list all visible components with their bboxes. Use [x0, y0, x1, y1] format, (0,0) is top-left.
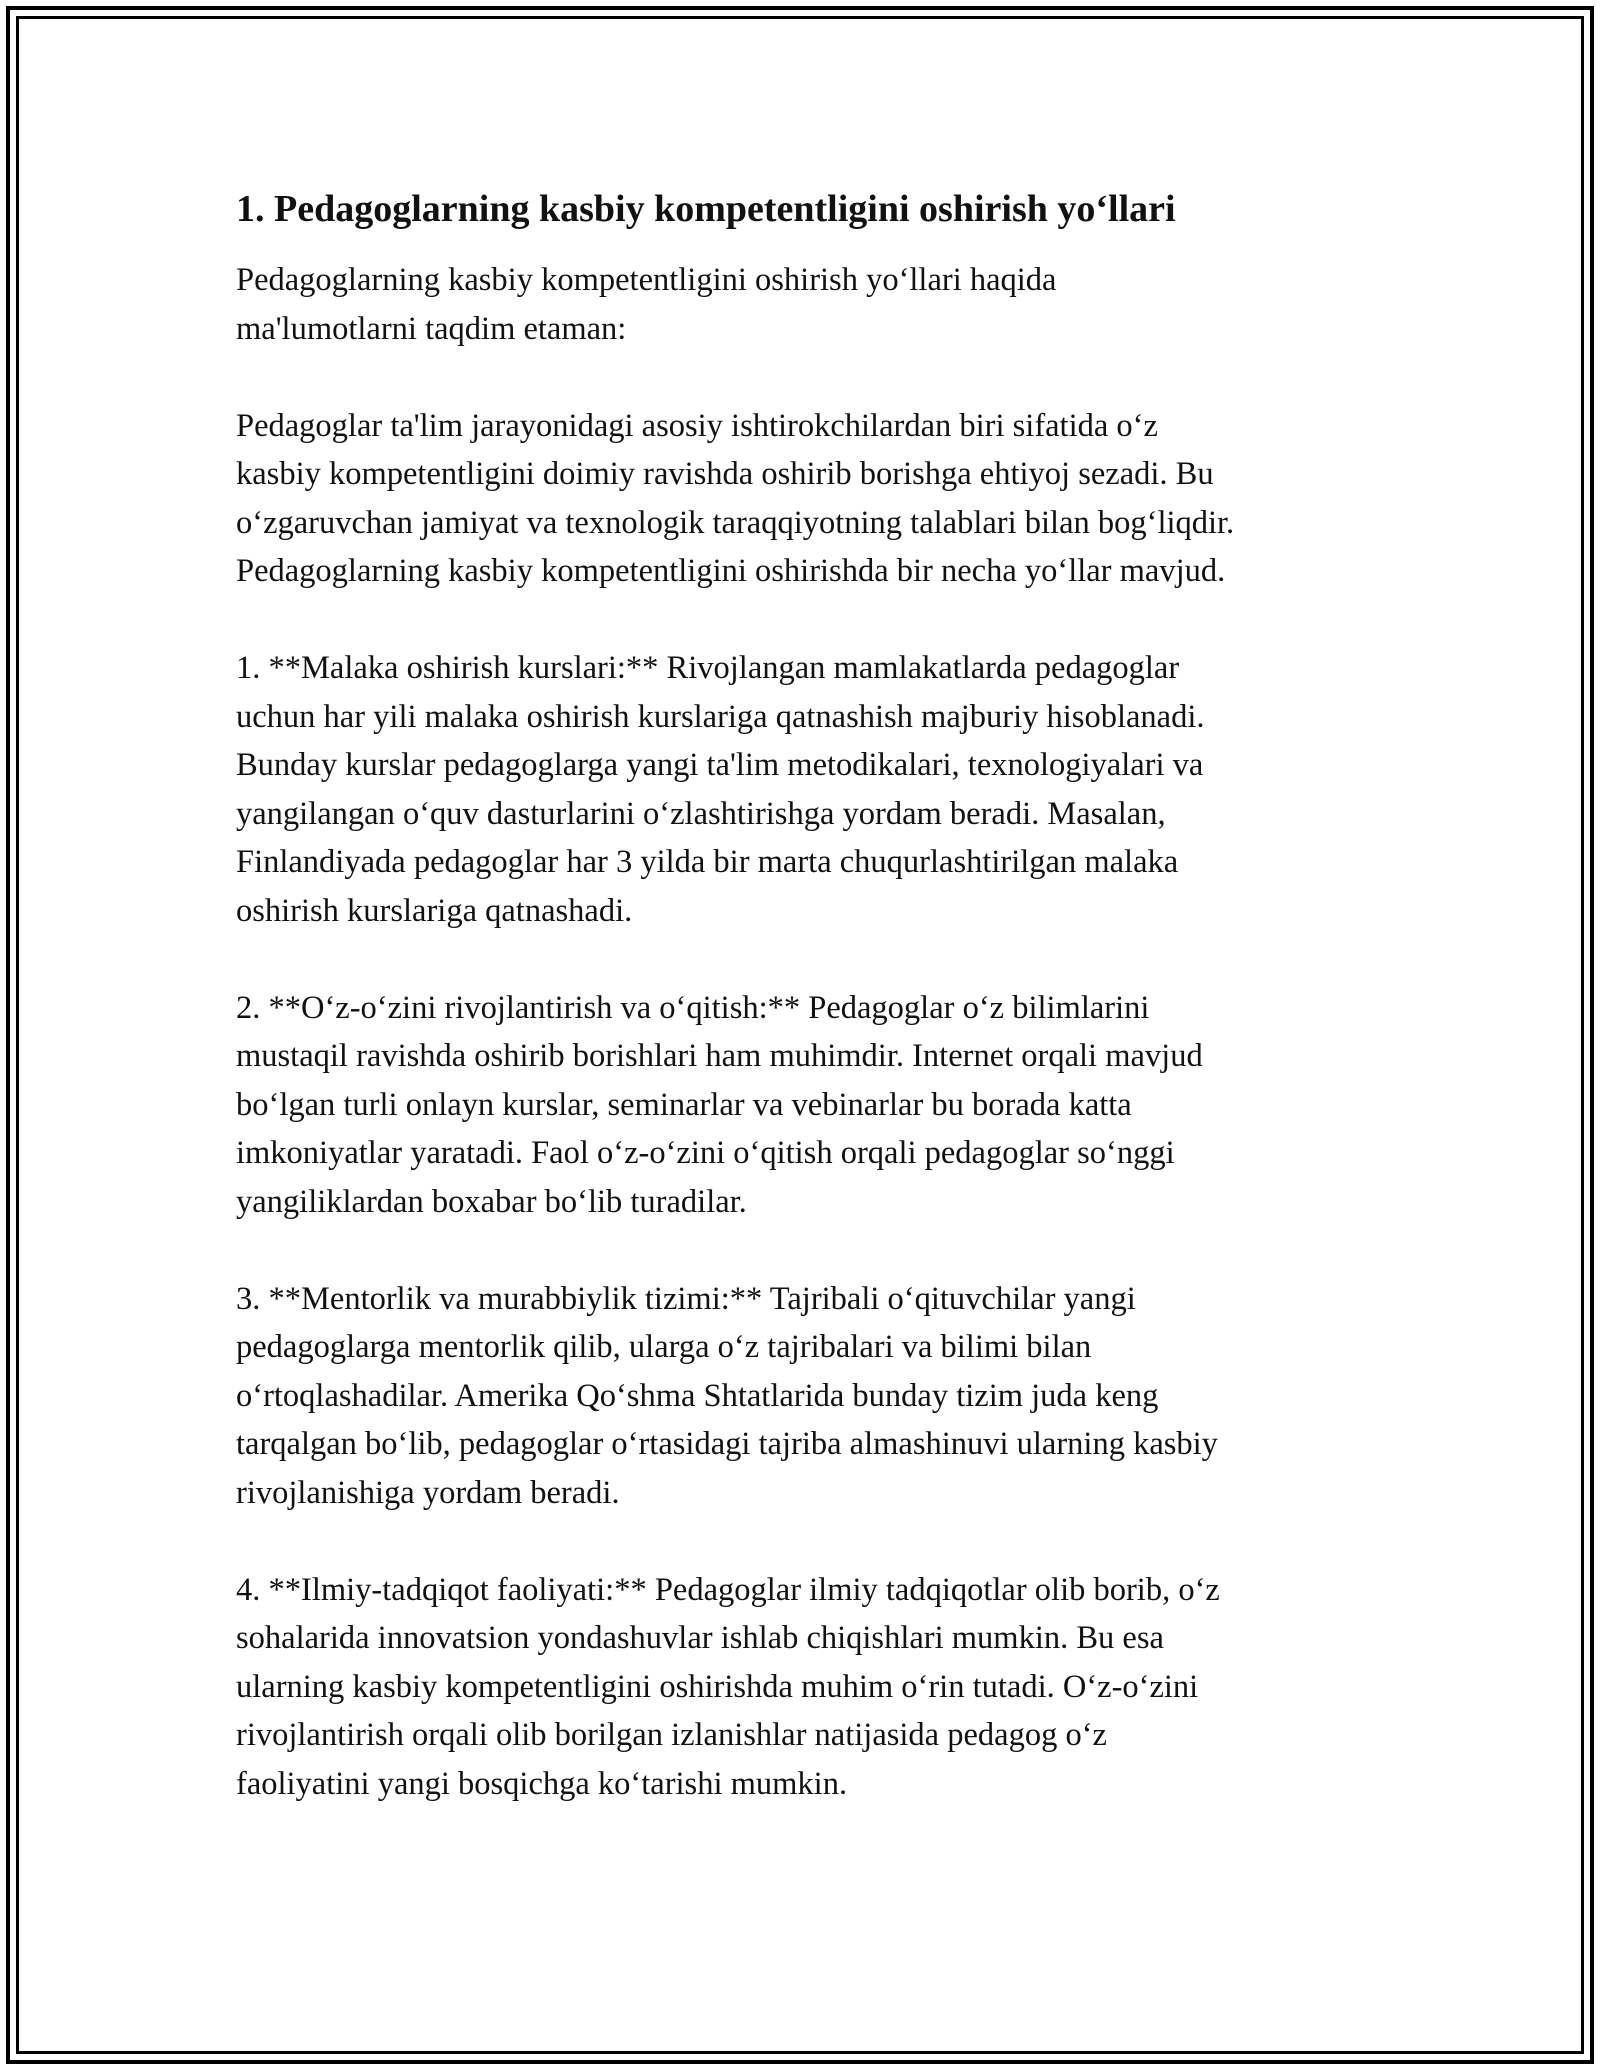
list-item-mentorlik: 3. **Mentorlik va murabbiylik tizimi:** Tajribali o‘qituvchilar yangi pedagoglarga mentorlik qilib, ularga o‘z tajribalari va bilimi bilan o‘rtoqlashadilar. Amerika Qo‘shma Shtatlarida bunday tizim juda keng tarqalgan bo‘lib, pedagoglar o‘rtasidagi tajriba almashinuvi ularning kasbiy rivojlanishiga yordam beradi. — [236, 1280, 1218, 1511]
list-item-oz-ozini-rivojlantirish: 2. **O‘z-o‘zini rivojlantirish va o‘qitish:** Pedagoglar o‘z bilimlarini mustaqil ravishda oshirib borishlari ham muhimdir. Internet orqali mavjud bo‘lgan turli onlayn kurslar, seminarlar va vebinarlar bu borada katta imkoniyatlar yaratadi. Faol o‘z-o‘zini o‘qitish orqali pedagoglar so‘nggi yangiliklardan boxabar bo‘lib turadilar. — [236, 989, 1203, 1220]
list-item-malaka-oshirish: 1. **Malaka oshirish kurslari:** Rivojlangan mamlakatlarda pedagoglar uchun har yili malaka oshirish kurslariga qatnashish majburiy hisoblanadi. Bunday kurslar pedagoglarga yangi ta'lim metodikalari, texnologiyalari va yangilangan o‘quv dasturlarini o‘zlashtirishga yordam beradi. Masalan, Finlandiyada pedagoglar har 3 yilda bir marta chuqurlashtirilgan malaka oshirish kurslariga qatnashadi. — [236, 650, 1205, 929]
context-paragraph: Pedagoglar ta'lim jarayonidagi asosiy ishtirokchilardan biri sifatida o‘z kasbiy kompetentligini doimiy ravishda oshirib borishga ehtiyoj sezadi. Bu o‘zgaruvchan jamiyat va texnologik taraqqiyotning talablari bilan bog‘liqdir. Pedagoglarning kasbiy kompetentligini oshirishda bir necha yo‘llar mavjud. — [236, 407, 1235, 589]
list-item-ilmiy-tadqiqot: 4. **Ilmiy-tadqiqot faoliyati:** Pedagoglar ilmiy tadqiqotlar olib borib, o‘z sohalarida innovatsion yondashuvlar ishlab chiqishlari mumkin. Bu esa ularning kasbiy kompetentligini oshirishda muhim o‘rin tutadi. O‘z-o‘zini rivojlantirish orqali olib borilgan izlanishlar natijasida pedagog o‘z faoliyatini yangi bosqichga ko‘tarishi mumkin. — [236, 1571, 1220, 1802]
intro-paragraph: Pedagoglarning kasbiy kompetentligini oshirish yo‘llari haqida ma'lumotlarni taqdim etaman: — [236, 262, 1057, 347]
document-title: 1. Pedagoglarning kasbiy kompetentligini oshirish yo‘llari — [236, 188, 1176, 230]
document-body — [236, 185, 1376, 1857]
